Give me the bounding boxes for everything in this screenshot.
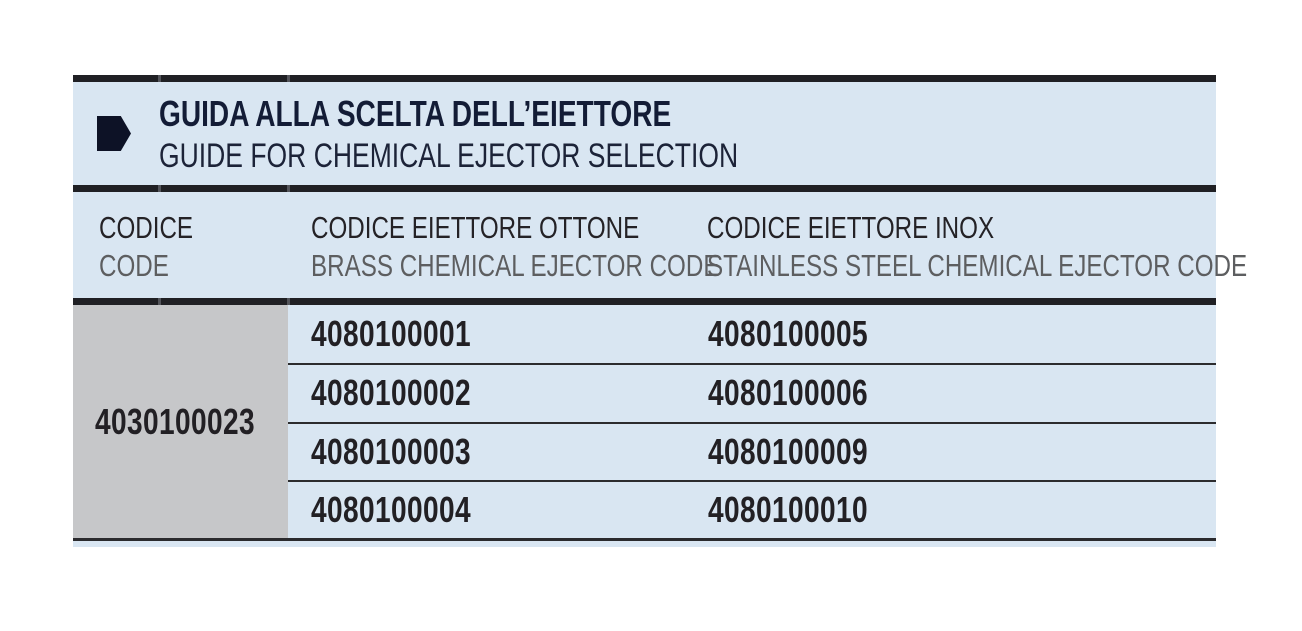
brass-code-cell: 4080100002 — [288, 363, 686, 421]
tag-arrow-icon — [97, 116, 131, 151]
lower-rule-bar — [73, 298, 1216, 305]
rule-seam — [287, 75, 290, 82]
rule-seam — [287, 298, 290, 305]
rule-seam — [158, 75, 161, 82]
column-header-row — [73, 192, 1248, 298]
ejector-selection-table — [73, 75, 1248, 547]
inox-code-cell: 4080100010 — [686, 480, 1216, 538]
code-table-body — [73, 305, 1216, 538]
inox-code-cell: 4080100006 — [686, 363, 1216, 421]
middle-rule-bar — [73, 185, 1216, 192]
bottom-blue-strip — [73, 541, 1216, 547]
rule-seam — [158, 298, 161, 305]
rule-seam — [287, 185, 290, 192]
inox-code-cell: 4080100009 — [686, 422, 1216, 480]
brass-code-cell: 4080100003 — [288, 422, 686, 480]
section-title-italian: GUIDA ALLA SCELTA DELL’EIETTORE — [159, 92, 672, 134]
section-title-english: GUIDE FOR CHEMICAL EJECTOR SELECTION — [159, 136, 739, 175]
brass-code-cell: 4080100004 — [288, 480, 686, 538]
rule-seam — [158, 185, 161, 192]
column-header-code: CODICE CODE — [99, 210, 194, 283]
column-header-inox: CODICE EIETTORE INOX STAINLESS STEEL CHEMICAL EJECTOR CODE — [707, 210, 1248, 283]
section-title-block — [159, 91, 901, 177]
inox-code-cell: 4080100005 — [708, 313, 869, 355]
icon-cell — [73, 116, 159, 151]
column-header-brass: CODICE EIETTORE OTTONE BRASS CHEMICAL EJECTOR CODE — [311, 210, 720, 283]
brass-code-cell: 4080100001 — [311, 313, 472, 355]
section-header — [73, 82, 1216, 185]
merged-code-cell: 4030100023 — [73, 305, 288, 538]
top-rule-bar — [73, 75, 1216, 82]
